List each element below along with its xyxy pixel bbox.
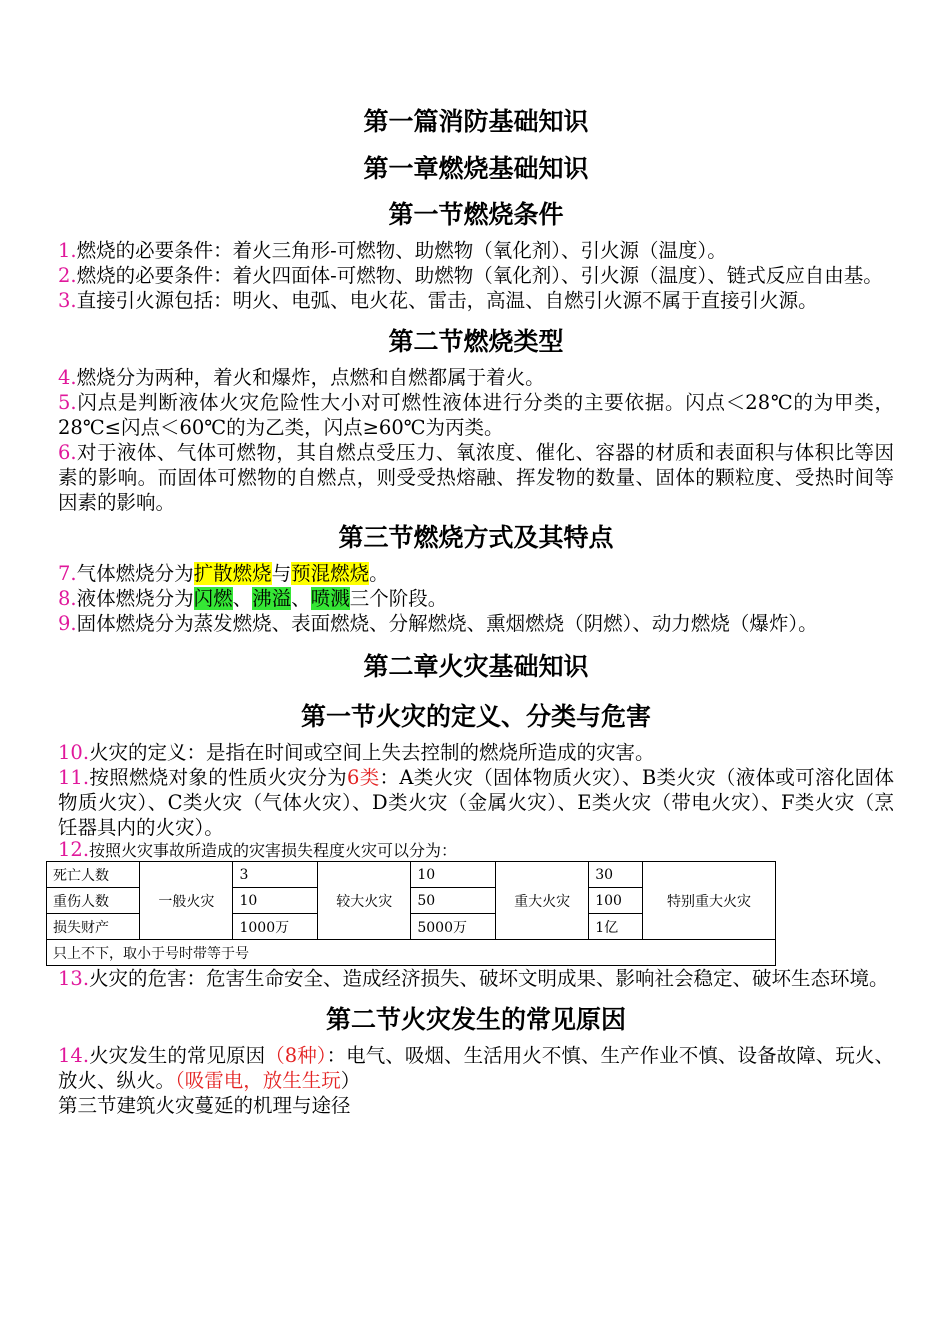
highlight-term: 预混燃烧 [291, 562, 370, 585]
item-text: 。 [369, 562, 389, 585]
item-number: 14. [58, 1044, 90, 1067]
item-text: ：A类火灾（固体物质火灾）、B类火灾（液体或可溶化固体物质火灾）、C类火灾（气体火灾）、D类火灾（金属火灾）、E类火灾（带电火灾）、F类火灾（烹饪器具内的火灾）。 [58, 766, 894, 839]
list-item [58, 440, 894, 515]
table-row [47, 862, 776, 888]
section-title: 第三节燃烧方式及其特点 [338, 523, 614, 552]
item-number: 12. [58, 838, 90, 861]
item-text: 火灾发生的常见原因 [89, 1044, 266, 1067]
table-cell: 1000万 [233, 914, 318, 940]
item-text: ：电气、吸烟、生活用火不慎、生产作业不慎、设备故障、玩火、放火、纵火。 [58, 1044, 894, 1092]
chapter-title: 第一章燃烧基础知识 [363, 154, 589, 183]
fire-loss-table [46, 861, 776, 966]
list-item [58, 238, 894, 263]
item-text: 对于液体、气体可燃物，其自燃点受压力、氧浓度、催化、容器的材质和表面积与体积比等因素的影响。而固体可燃物的自燃点，则受受热熔融、挥发物的数量、固体的颗粒度、受热时间等因素的影响。 [58, 441, 894, 514]
list-item [58, 966, 894, 991]
table-cell: 30 [589, 862, 643, 888]
item-text: 火灾的定义：是指在时间或空间上失去控制的燃烧所造成的灾害。 [89, 741, 655, 764]
table-cell: 5000万 [411, 914, 496, 940]
part-title: 第一篇消防基础知识 [363, 107, 589, 136]
table-cell: 50 [411, 888, 496, 914]
section-heading-plain: 第三节建筑火灾蔓延的机理与途径 [58, 1094, 351, 1117]
table-cell: 3 [233, 862, 318, 888]
section-title: 第二节燃烧类型 [388, 327, 564, 356]
item-text: ） [340, 1069, 361, 1092]
item-number: 11. [58, 766, 90, 789]
item-number: 2. [58, 264, 77, 287]
table-cell: 死亡人数 [47, 862, 140, 888]
table-cell: 较大火灾 [318, 862, 411, 940]
table-cell: 10 [411, 862, 496, 888]
highlight-term: 扩散燃烧 [193, 562, 272, 585]
list-item [58, 561, 894, 586]
table-cell: 10 [233, 888, 318, 914]
item-text: 液体燃烧分为 [76, 587, 194, 610]
highlight-term: 闪燃 [193, 587, 233, 610]
item-text: 、 [291, 587, 311, 610]
list-item [58, 611, 894, 636]
list-item [58, 390, 894, 440]
item-text: 火灾的危害：危害生命安全、造成经济损失、破坏文明成果、影响社会稳定、破坏生态环境。 [89, 967, 889, 990]
item-text: 气体燃烧分为 [76, 562, 194, 585]
item-text: 燃烧分为两种，着火和爆炸，点燃和自燃都属于着火。 [76, 366, 545, 389]
item-number: 10. [58, 741, 90, 764]
table-note: 只上不下，取小于号时带等于号 [47, 940, 776, 966]
item-number: 4. [58, 366, 77, 389]
highlight-term: 喷溅 [310, 587, 350, 610]
highlight-term: 沸溢 [252, 587, 292, 610]
item-text: 三个阶段。 [349, 587, 448, 610]
section-title: 第一节火灾的定义、分类与危害 [300, 702, 651, 731]
table-cell: 重大火灾 [495, 862, 588, 940]
table-cell: 一般火灾 [140, 862, 233, 940]
item-number: 5. [58, 391, 77, 414]
list-item [58, 740, 894, 765]
red-emphasis: （吸雷电，放生生玩 [175, 1069, 341, 1092]
item-text: 、 [232, 587, 253, 610]
table-cell: 1亿 [589, 914, 643, 940]
item-number: 7. [58, 562, 77, 585]
section-title: 第一节燃烧条件 [388, 200, 564, 229]
item-number: 13. [58, 967, 90, 990]
list-item [58, 586, 894, 611]
item-text: 按照火灾事故所造成的灾害损失程度火灾可以分为： [89, 841, 458, 860]
item-text: 与 [271, 562, 292, 585]
list-item [58, 765, 894, 840]
list-item [58, 840, 894, 861]
item-text: 燃烧的必要条件：着火三角形-可燃物、助燃物（氧化剂）、引火源（温度）。 [76, 239, 727, 262]
chapter-title: 第二章火灾基础知识 [363, 652, 589, 681]
item-number: 9. [58, 612, 77, 635]
item-number: 8. [58, 587, 77, 610]
document-page [53, 98, 894, 1118]
list-item [58, 263, 894, 288]
item-text: 按照燃烧对象的性质火灾分为 [89, 766, 347, 789]
list-item [58, 1043, 894, 1093]
section-title: 第二节火灾发生的常见原因 [325, 1005, 626, 1034]
red-emphasis: 6类 [346, 766, 380, 789]
item-text: 直接引火源包括：明火、电弧、电火花、雷击，高温、自燃引火源不属于直接引火源。 [76, 289, 818, 312]
list-item [58, 365, 894, 390]
item-number: 1. [58, 239, 77, 262]
item-number: 3. [58, 289, 77, 312]
list-item [58, 288, 894, 313]
table-cell: 特别重大火灾 [643, 862, 776, 940]
table-cell: 100 [589, 888, 643, 914]
item-text: 燃烧的必要条件：着火四面体-可燃物、助燃物（氧化剂）、引火源（温度）、链式反应自由基。 [76, 264, 883, 287]
item-number: 6. [58, 441, 77, 464]
item-text: 闪点是判断液体火灾危险性大小对可燃性液体进行分类的主要依据。闪点＜28℃的为甲类，28℃≤闪点＜60℃的为乙类，闪点≥60℃为丙类。 [58, 391, 894, 439]
red-emphasis: （8种） [265, 1044, 327, 1067]
table-row [47, 940, 776, 966]
table-cell: 损失财产 [47, 914, 140, 940]
table-cell: 重伤人数 [47, 888, 140, 914]
item-text: 固体燃烧分为蒸发燃烧、表面燃烧、分解燃烧、熏烟燃烧（阴燃）、动力燃烧（爆炸）。 [76, 612, 818, 635]
